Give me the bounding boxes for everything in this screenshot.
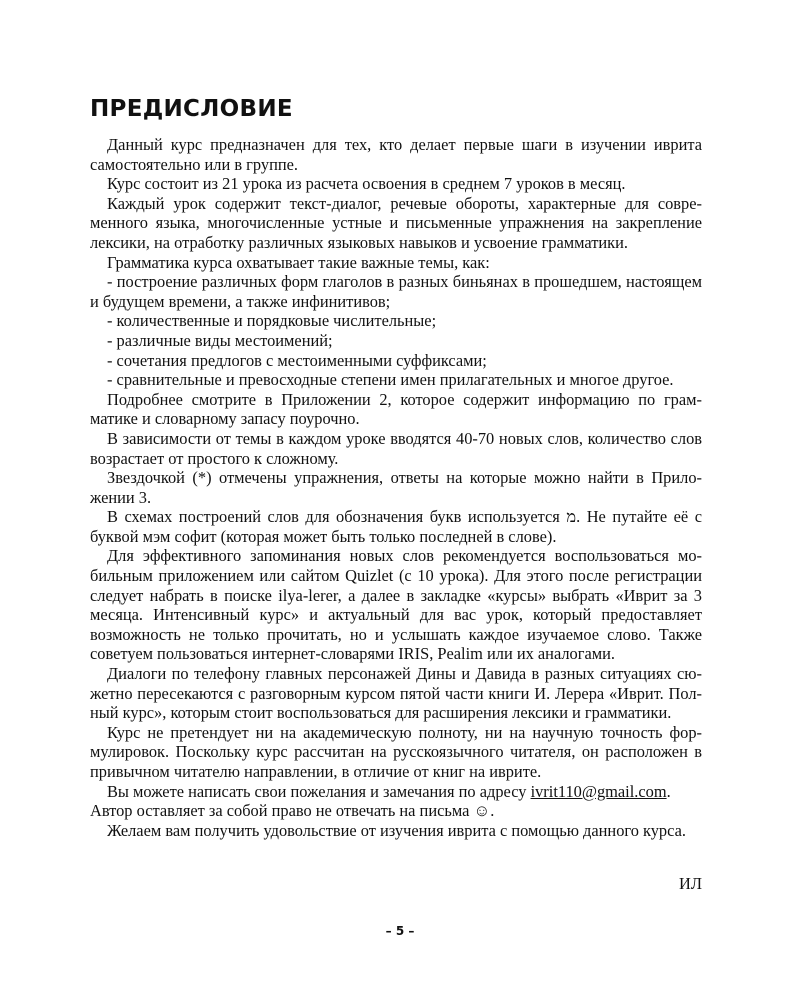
- paragraph: В схемах построений слов для обозначения букв используется מ. Не путайте её с буквой мэм софит (которая может быть только последней в слове).: [90, 507, 702, 546]
- contact-suffix: .: [666, 781, 671, 801]
- list-item: - сочетания предлогов с местоименными суффиксами;: [107, 350, 487, 370]
- paragraph: Звездочкой (*) отмечены упражнения, ответы на которые можно найти в Приложении 3.: [90, 468, 702, 507]
- email-link[interactable]: ivrit110@gmail.com: [530, 781, 667, 801]
- paragraph: Подробнее смотрите в Приложении 2, которое содержит информацию по грамматике и словарному запасу поурочно.: [90, 389, 702, 429]
- contact-prefix: Вы можете написать свои пожелания и замечания по адресу: [107, 781, 531, 801]
- page-number: – 5 –: [385, 924, 415, 938]
- paragraph: Данный курс предназначен для тех, кто делает первые шаги в изучении иврита самостоятельно или в группе.: [90, 135, 702, 174]
- preface-text: [90, 135, 702, 840]
- paragraph: Каждый урок содержит текст-диалог, речевые обороты, характерные для современного языка, многочисленные устные и письменные упражнения на закрепление лексики, на отработку различных языковых навыков и усвоение грамматики.: [90, 193, 702, 252]
- paragraph: Диалоги по телефону главных персонажей Дины и Давида в разных ситуациях сюжетно пересекаются с разговорным курсом пятой части книги И. Лерера «Иврит. Полный курс», которым стоит воспользоваться для расширения лексики и грамматики.: [90, 664, 702, 723]
- paragraph: Грамматика курса охватывает такие важные темы, как:: [107, 252, 490, 272]
- paragraph: Для эффективного запоминания новых слов рекомендуется воспользоваться мобильным приложением или сайтом Quizlet (с 10 урока). Для этого после регистрации следует набрать в поиске ilya-lerer, а далее в закладке «курсы» выбрать «Иврит за 3 месяца. Интенсивный курс» и актуальный для вас урок, который предоставляет возможность не только прочитать, но и услышать каждое изучаемое слово. Также советуем пользоваться интернет-словарями IRIS, Pealim или их аналогами.: [90, 546, 702, 664]
- paragraph: В зависимости от темы в каждом уроке вводятся 40-70 новых слов, количество слов возрастает от простого к сложному.: [90, 428, 702, 468]
- list-item: - построение различных форм глаголов в разных биньянах в прошедшем, настоящем и будущем времени, а также инфинитивов;: [90, 272, 702, 311]
- paragraph: Автор оставляет за собой право не отвечать на письма ☺.: [90, 801, 495, 821]
- list-item: - различные виды местоимений;: [107, 330, 333, 350]
- paragraph: Курс не претендует ни на академическую полноту, ни на научную точность формулировок. Поскольку курс рассчитан на русскоязычного читателя, он расположен в привычном читателю направлении, в отличие от книг на иврите.: [90, 722, 702, 781]
- author-signature: ИЛ: [679, 874, 702, 893]
- contact-paragraph: [90, 782, 702, 802]
- paragraph: Курс состоит из 21 урока из расчета освоения в среднем 7 уроков в месяц.: [107, 174, 626, 194]
- page-content: [90, 96, 702, 840]
- list-item: - количественные и порядковые числительные;: [107, 311, 437, 331]
- page-title: ПРЕДИСЛОВИЕ: [90, 96, 293, 122]
- list-item: - сравнительные и превосходные степени имен прилагательных и многое другое.: [107, 370, 674, 390]
- closing-paragraph: Желаем вам получить удовольствие от изучения иврита с помощью данного курса.: [107, 820, 686, 840]
